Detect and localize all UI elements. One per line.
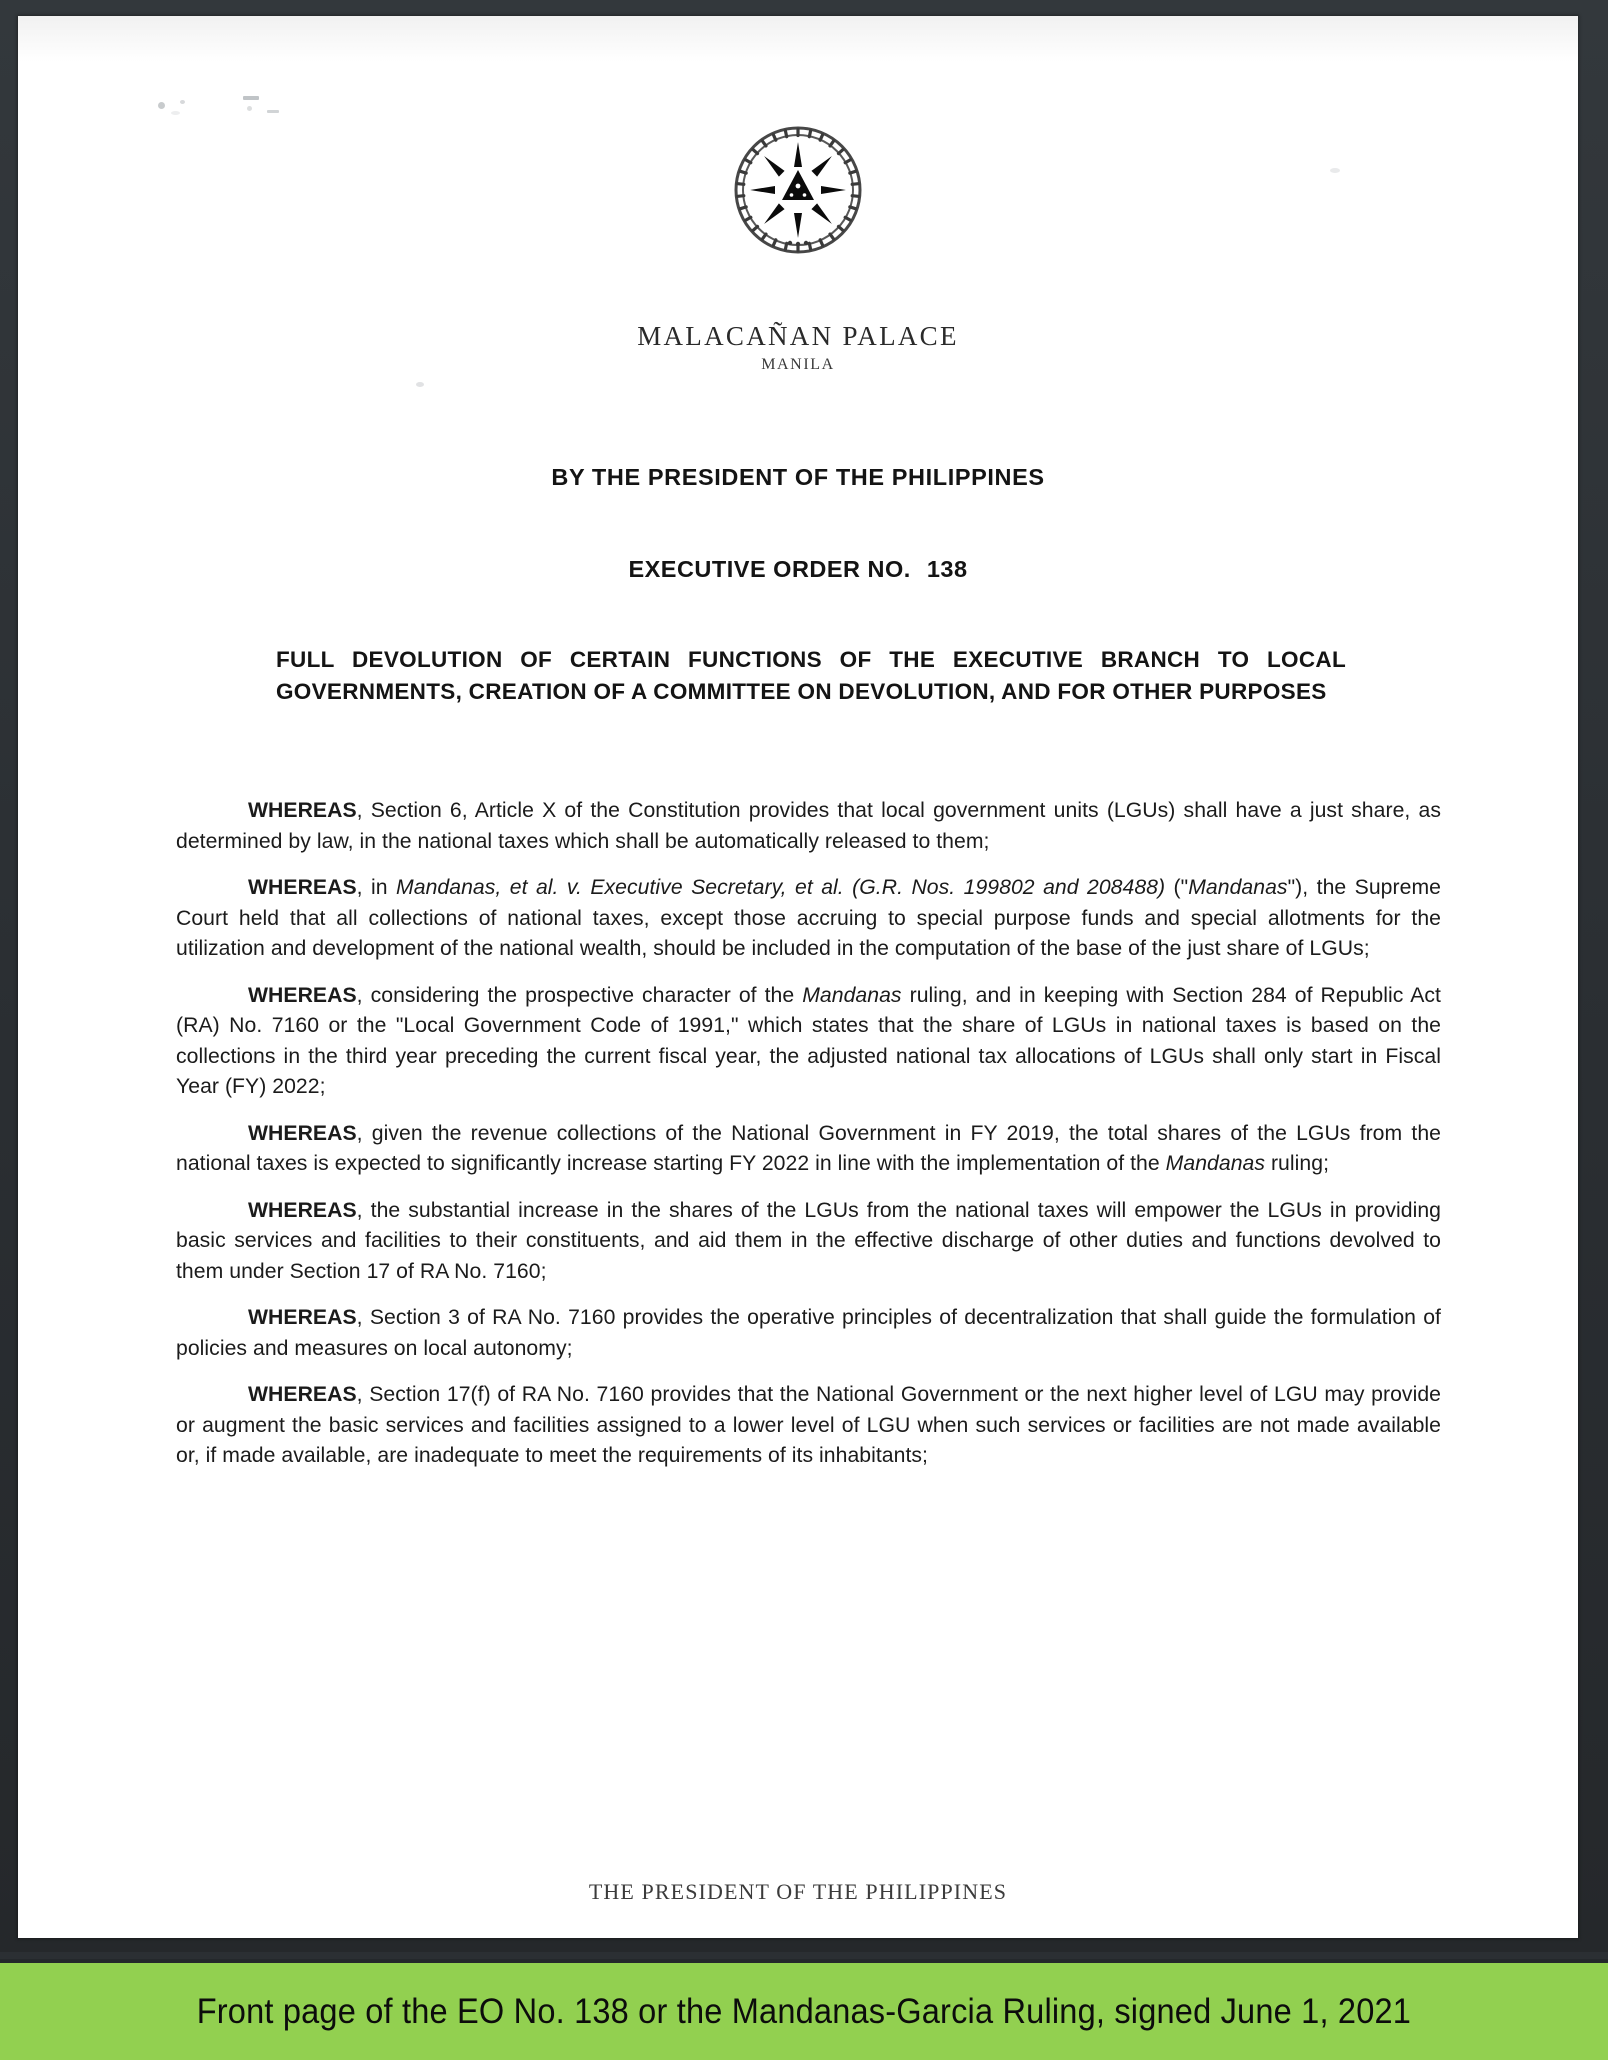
scan-artifact bbox=[158, 102, 165, 109]
whereas-keyword: WHEREAS bbox=[248, 1121, 357, 1145]
scan-artifact bbox=[243, 96, 259, 100]
scan-artifact bbox=[267, 110, 279, 113]
whereas-body: , given the revenue collections of the National Government in FY 2019, the total shares of the LGUs from the national taxes is expected to significantly increase starting FY 2022 in line with the implementation of the Mandanas ruling; bbox=[176, 1121, 1441, 1175]
document-page bbox=[18, 16, 1578, 1938]
whereas-keyword: WHEREAS bbox=[248, 983, 357, 1007]
philippine-presidential-seal-icon bbox=[728, 120, 868, 260]
whereas-body: , in Mandanas, et al. v. Executive Secretary, et al. (G.R. Nos. 199802 and 208488) ("Mandanas"), the Supreme Court held that all collections of national taxes, except those accruing to special purpose funds and special allotments for the utilization and development of the national wealth, should be included in the computation of the base of the just share of LGUs; bbox=[176, 876, 1441, 960]
whereas-clause bbox=[176, 1196, 1441, 1288]
scan-artifact bbox=[180, 100, 185, 104]
whereas-keyword: WHEREAS bbox=[248, 1198, 357, 1222]
whereas-clause bbox=[176, 1119, 1441, 1180]
palace-heading: MALACAÑAN PALACE bbox=[637, 321, 959, 351]
whereas-body: , considering the prospective character of the Mandanas ruling, and in keeping with Section 284 of Republic Act (RA) No. 7160 or the "Local Government Code of 1991," which states that the share of LGUs in national taxes is based on the collections in the third year preceding the current fiscal year, the adjusted national tax allocations of LGUs shall only start in Fiscal Year (FY) 2022; bbox=[176, 983, 1441, 1098]
executive-order-number: 138 bbox=[926, 556, 968, 582]
executive-order-heading bbox=[18, 556, 1578, 583]
document-body bbox=[176, 796, 1441, 1488]
whereas-clause bbox=[176, 873, 1441, 965]
document-subject-title: FULL DEVOLUTION OF CERTAIN FUNCTIONS OF THE EXECUTIVE BRANCH TO LOCAL GOVERNMENTS, CREATION OF A COMMITTEE ON DEVOLUTION, AND FOR OTHER PURPOSES bbox=[276, 647, 1346, 704]
scan-artifact bbox=[247, 106, 252, 111]
whereas-keyword: WHEREAS bbox=[248, 876, 357, 899]
scan-artifact bbox=[171, 111, 180, 115]
whereas-keyword: WHEREAS bbox=[248, 799, 357, 822]
by-the-president-heading: BY THE PRESIDENT OF THE PHILIPPINES bbox=[551, 464, 1045, 490]
whereas-clause bbox=[176, 1380, 1441, 1472]
city-heading: MANILA bbox=[761, 356, 835, 373]
caption-bar bbox=[0, 1959, 1608, 2060]
whereas-body: , the substantial increase in the shares of the LGUs from the national taxes will empower the LGUs in providing basic services and facilities to their constituents, and aid them in the effective discharge of other duties and functions devolved to them under Section 17 of RA No. 7160; bbox=[176, 1198, 1441, 1283]
whereas-body: , Section 3 of RA No. 7160 provides the operative principles of decentralization that shall guide the formulation of policies and measures on local autonomy; bbox=[176, 1306, 1441, 1360]
whereas-keyword: WHEREAS bbox=[248, 1383, 357, 1406]
document-footer: THE PRESIDENT OF THE PHILIPPINES bbox=[588, 1879, 1008, 1904]
whereas-keyword: WHEREAS bbox=[248, 1306, 357, 1329]
whereas-clause bbox=[176, 981, 1441, 1103]
seal-container bbox=[18, 120, 1578, 260]
whereas-body: , Section 6, Article X of the Constitution provides that local government units (LGUs) shall have a just share, as determined by law, in the national taxes which shall be automatically released to them; bbox=[176, 799, 1441, 853]
whereas-body: , Section 17(f) of RA No. 7160 provides that the National Government or the next higher level of LGU may provide or augment the basic services and facilities assigned to a lower level of LGU when such services or facilities are not made available or, if made available, are inadequate to meet the requirements of its inhabitants; bbox=[176, 1383, 1441, 1467]
whereas-clause bbox=[176, 796, 1441, 857]
scan-artifact bbox=[416, 382, 424, 387]
executive-order-label: EXECUTIVE ORDER NO. bbox=[628, 556, 911, 582]
whereas-clause bbox=[176, 1303, 1441, 1364]
caption-text: Front page of the EO No. 138 or the Mandanas-Garcia Ruling, signed June 1, 2021 bbox=[196, 1991, 1412, 2031]
